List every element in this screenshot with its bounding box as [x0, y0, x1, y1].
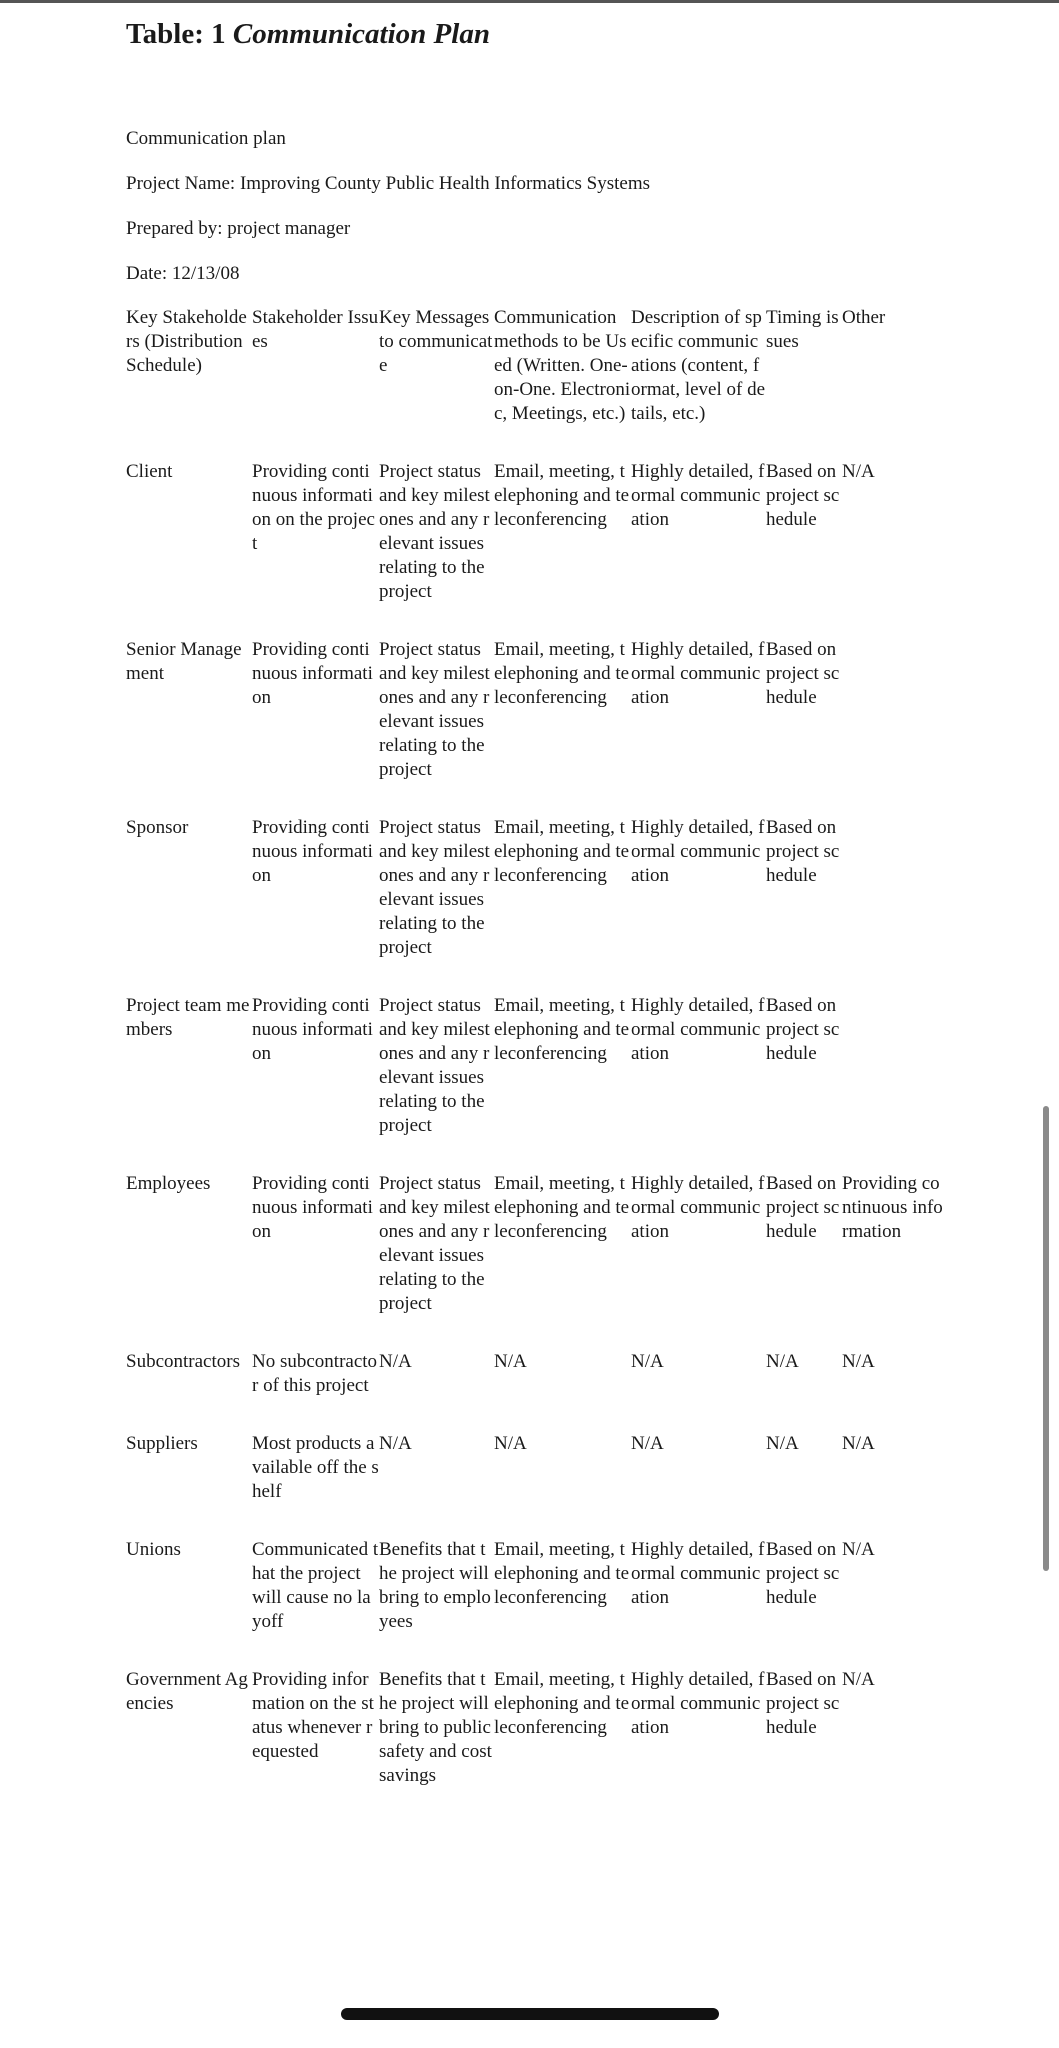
- table-cell: Most products available off the shelf: [252, 1433, 379, 1502]
- table-cell: Based on project schedule: [766, 995, 840, 1064]
- table-cell: N/A: [766, 1433, 799, 1454]
- table-cell: Highly detailed, formal communication: [631, 995, 765, 1064]
- table-cell: Providing continuous information: [252, 639, 373, 708]
- table-cell: Highly detailed, formal communication: [631, 639, 765, 708]
- table-cell: Based on project schedule: [766, 817, 840, 886]
- table-cell: N/A: [766, 1351, 799, 1372]
- table-cell: N/A: [842, 461, 875, 482]
- table-cell: Unions: [126, 1539, 181, 1560]
- table-cell: Highly detailed, formal communication: [631, 817, 765, 886]
- table-cell: N/A: [842, 1669, 875, 1690]
- table-cell: Email, meeting, telephoning and teleconferencing: [494, 817, 630, 886]
- table-row: [126, 816, 946, 994]
- table-cell: N/A: [494, 1433, 527, 1454]
- table-cell: Providing continuous information: [252, 817, 373, 886]
- table-cell: N/A: [379, 1351, 412, 1372]
- table-cell: Email, meeting, telephoning and teleconferencing: [494, 995, 630, 1064]
- table-cell: Senior Management: [126, 639, 242, 684]
- table-cell: Providing continuous information: [252, 995, 373, 1064]
- table-cell: Project status and key milestones and any relevant issues relating to the project: [379, 817, 490, 958]
- communication-plan-table: [126, 306, 946, 1822]
- table-cell: Communicated that the project will cause no layoff: [252, 1539, 379, 1632]
- table-cell: Highly detailed, formal communication: [631, 461, 765, 530]
- table-cell: Email, meeting, telephoning and teleconferencing: [494, 461, 630, 530]
- table-cell: [842, 638, 946, 816]
- table-cell: Email, meeting, telephoning and teleconferencing: [494, 1669, 630, 1738]
- table-caption: [126, 18, 490, 51]
- header-cell: Communication methods to be Used (Written. One-on-One. Electronic, Meetings, etc.): [494, 307, 631, 424]
- caption-prefix: Table: 1: [126, 18, 226, 50]
- table-cell: N/A: [842, 1433, 875, 1454]
- table-cell: N/A: [842, 1539, 875, 1560]
- project-name: Project Name: Improving County Public Health Informatics Systems: [126, 173, 651, 194]
- table-cell: [842, 994, 946, 1172]
- table-row: [126, 1350, 946, 1432]
- table-cell: N/A: [379, 1433, 412, 1454]
- date: Date: 12/13/08: [126, 263, 240, 284]
- table-cell: Project status and key milestones and any relevant issues relating to the project: [379, 995, 490, 1136]
- table-cell: Project status and key milestones and any relevant issues relating to the project: [379, 639, 490, 780]
- table-cell: Highly detailed, formal communication: [631, 1669, 765, 1738]
- table-cell: Government Agencies: [126, 1669, 248, 1714]
- table-cell: Providing continuous information: [842, 1173, 943, 1242]
- table-cell: Based on project schedule: [766, 639, 840, 708]
- vertical-scrollbar[interactable]: [1043, 1106, 1049, 1571]
- table-cell: N/A: [842, 1351, 875, 1372]
- table-header-row: [126, 306, 946, 460]
- table-cell: Employees: [126, 1173, 211, 1194]
- table-cell: [842, 816, 946, 994]
- doc-title: Communication plan: [126, 128, 286, 149]
- table-cell: N/A: [494, 1351, 527, 1372]
- prepared-by: Prepared by: project manager: [126, 218, 351, 239]
- table-row: [126, 1668, 946, 1822]
- table-cell: Benefits that the project will bring to public safety and cost savings: [379, 1669, 492, 1786]
- table-cell: Based on project schedule: [766, 1173, 840, 1242]
- table-row: [126, 994, 946, 1172]
- top-border: [0, 0, 1059, 3]
- table-cell: Based on project schedule: [766, 461, 840, 530]
- table-cell: Based on project schedule: [766, 1669, 840, 1738]
- table-cell: Sponsor: [126, 817, 189, 838]
- table-cell: Subcontractors: [126, 1351, 240, 1372]
- table-row: [126, 1538, 946, 1668]
- table-cell: Project team members: [126, 995, 250, 1040]
- table-cell: Providing information on the status whenever requested: [252, 1669, 374, 1762]
- table-cell: Suppliers: [126, 1433, 198, 1454]
- table-cell: Providing continuous information: [252, 1173, 373, 1242]
- table-row: [126, 1172, 946, 1350]
- table-cell: N/A: [631, 1433, 664, 1454]
- table-row: [126, 460, 946, 638]
- header-cell: Description of specific communications (content, format, level of details, etc.): [631, 307, 766, 424]
- header-cell: Timing issues: [766, 307, 839, 352]
- table-cell: Client: [126, 461, 173, 482]
- table-cell: N/A: [631, 1351, 664, 1372]
- table-cell: Project status and key milestones and any relevant issues relating to the project: [379, 1173, 490, 1314]
- header-cell: Stakeholder Issues: [252, 307, 379, 352]
- table-cell: Project status and key milestones and any relevant issues relating to the project: [379, 461, 490, 602]
- table-cell: Highly detailed, formal communication: [631, 1173, 765, 1242]
- table-cell: No subcontractor of this project: [252, 1351, 378, 1396]
- table-row: [126, 1432, 946, 1538]
- table-cell: Email, meeting, telephoning and teleconferencing: [494, 1539, 630, 1608]
- header-cell: Other: [842, 307, 886, 328]
- header-cell: Key Stakeholders (Distribution Schedule): [126, 307, 247, 376]
- table-cell: Highly detailed, formal communication: [631, 1539, 765, 1608]
- home-indicator[interactable]: [341, 2008, 719, 2020]
- table-cell: Benefits that the project will bring to employees: [379, 1539, 491, 1632]
- header-cell: Key Messages to communicate: [379, 307, 493, 376]
- table-row: [126, 638, 946, 816]
- table-cell: Email, meeting, telephoning and teleconferencing: [494, 639, 630, 708]
- caption-title: Communication Plan: [232, 18, 490, 50]
- table-cell: Email, meeting, telephoning and teleconferencing: [494, 1173, 630, 1242]
- table-cell: Providing continuous information on the project: [252, 461, 375, 554]
- table-cell: Based on project schedule: [766, 1539, 840, 1608]
